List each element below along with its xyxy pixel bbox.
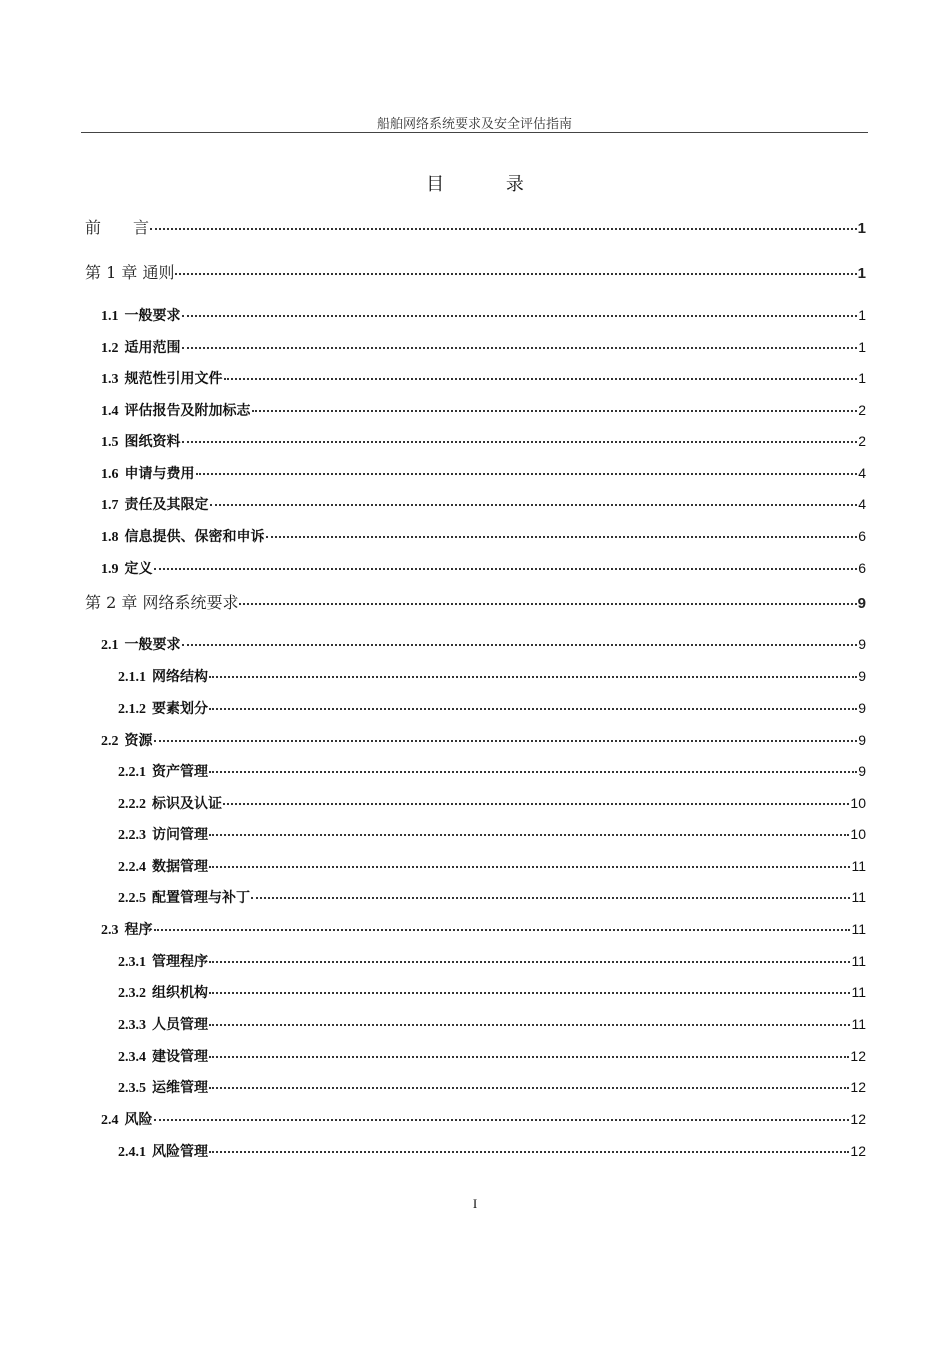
toc-entry-label: [101, 400, 251, 420]
toc-section-number: 2.4: [101, 1113, 119, 1128]
toc-dot-leader: [266, 522, 858, 538]
toc-page-number: 6: [858, 560, 866, 576]
toc-dot-leader: [182, 333, 858, 349]
toc-page-number: 12: [850, 1111, 866, 1127]
toc-dot-leader: [209, 1137, 849, 1153]
toc-section-title: 图纸资料: [124, 434, 181, 450]
toc-section-title: 第 2 章 网络系统要求: [85, 593, 239, 612]
toc-page-number: 4: [858, 465, 866, 481]
toc-section-title: 访问管理: [152, 827, 208, 843]
toc-section-title: 定义: [124, 561, 153, 577]
toc-entry-label: [101, 558, 153, 578]
toc-entry[interactable]: [85, 215, 866, 238]
toc-page-number: 2: [858, 433, 866, 449]
toc-section-title: 责任及其限定: [124, 497, 209, 513]
toc-entry-label: [101, 1109, 153, 1129]
toc-entry-label: [101, 431, 181, 451]
toc-section-title: 前 言: [85, 218, 150, 237]
toc-section-title: 资产管理: [152, 764, 208, 780]
toc-section-number: 1.3: [101, 372, 119, 387]
toc-section-title: 组织机构: [152, 985, 208, 1001]
toc-entry-label: [118, 824, 208, 844]
toc-section-number: 2.3: [101, 923, 119, 938]
toc-title: 目 录: [426, 174, 552, 195]
toc-section-title: 管理程序: [152, 954, 208, 970]
toc-entry[interactable]: [101, 918, 866, 939]
toc-entry[interactable]: [118, 1140, 866, 1161]
toc-dot-leader: [182, 630, 858, 646]
toc-page-number: 1: [858, 339, 866, 355]
toc-entry-label: [118, 761, 208, 781]
toc-section-title: 一般要求: [124, 637, 181, 653]
toc-section-title: 一般要求: [124, 308, 181, 324]
toc-section-number: 2.1.2: [118, 702, 146, 717]
toc-entry-label: [118, 1014, 208, 1034]
toc-page-number: 11: [851, 889, 866, 905]
toc-dot-leader: [224, 364, 858, 380]
toc-dot-leader: [209, 757, 857, 773]
toc-entry[interactable]: [101, 1108, 866, 1129]
header-rule: [81, 132, 868, 133]
toc-entry-label: [85, 260, 174, 283]
toc-page-number: 11: [851, 953, 866, 969]
toc-section-number: 2.2.1: [118, 765, 146, 780]
toc-page-number: 1: [858, 307, 866, 323]
toc-page-number: 1: [857, 220, 866, 237]
toc-entry-label: [118, 666, 208, 686]
toc-entry[interactable]: [101, 304, 866, 325]
toc-entry[interactable]: [118, 792, 866, 813]
toc-page-number: 9: [858, 700, 866, 716]
toc-section-title: 资源: [124, 733, 153, 749]
toc-page-number: 4: [858, 496, 866, 512]
toc-entry[interactable]: [118, 950, 866, 971]
toc-entry-label: [118, 698, 208, 718]
toc-section-title: 人员管理: [152, 1017, 208, 1033]
toc-section-number: 2.3.5: [118, 1081, 146, 1096]
toc-page-number: 9: [857, 595, 866, 612]
toc-entry-label: [101, 494, 209, 514]
toc-section-number: 2.1.1: [118, 670, 146, 685]
toc-section-number: 1.1: [101, 309, 119, 324]
toc-section-number: 2.3.4: [118, 1050, 146, 1065]
toc-dot-leader: [154, 554, 858, 570]
toc-page-number: 1: [857, 265, 866, 282]
toc-section-title: 风险: [124, 1112, 153, 1128]
toc-entry-label: [85, 215, 149, 238]
toc-section-number: 2.2.3: [118, 828, 146, 843]
toc-entry[interactable]: [118, 981, 866, 1002]
toc-entry[interactable]: [101, 557, 866, 578]
toc-entry[interactable]: [118, 823, 866, 844]
toc-entry[interactable]: [101, 729, 866, 750]
toc-entry-label: [101, 730, 153, 750]
page-number: I: [472, 1196, 478, 1211]
toc-dot-leader: [209, 1010, 850, 1026]
toc-page-number: 11: [851, 921, 866, 937]
toc-section-number: 1.2: [101, 341, 119, 356]
toc-entry-label: [118, 793, 222, 813]
toc-dot-leader: [182, 427, 858, 443]
toc-section-title: 程序: [124, 922, 153, 938]
toc-entry[interactable]: [101, 633, 866, 654]
toc-section-title: 建设管理: [152, 1049, 208, 1065]
toc-page-number: 6: [858, 528, 866, 544]
toc-entry-label: [118, 887, 250, 907]
toc-entry[interactable]: [85, 260, 866, 283]
toc-section-title: 评估报告及附加标志: [124, 403, 251, 419]
toc-page-number: 12: [850, 1048, 866, 1064]
toc-section-title: 要素划分: [152, 701, 208, 717]
toc-entry-label: [101, 368, 223, 388]
toc-entry[interactable]: [101, 430, 866, 451]
toc-section-number: 2.1: [101, 638, 119, 653]
toc-dot-leader: [209, 852, 850, 868]
toc-dot-leader: [196, 459, 858, 475]
toc-entry[interactable]: [101, 367, 866, 388]
toc-section-title: 申请与费用: [124, 466, 195, 482]
running-header: 船舶网络系统要求及安全评估指南: [376, 117, 572, 132]
toc-entry[interactable]: [118, 760, 866, 781]
toc-page-number: 11: [851, 858, 866, 874]
toc-entry[interactable]: [85, 590, 866, 613]
toc-section-number: 1.7: [101, 498, 119, 513]
toc-dot-leader: [209, 820, 849, 836]
toc-section-title: 信息提供、保密和申诉: [124, 529, 265, 545]
toc-dot-leader: [209, 1042, 849, 1058]
toc-entry[interactable]: [101, 525, 866, 546]
toc-page-number: 9: [858, 732, 866, 748]
toc-section-title: 数据管理: [152, 859, 208, 875]
toc-page-number: 9: [858, 636, 866, 652]
toc-entry-label: [101, 526, 265, 546]
toc-entry-label: [118, 856, 208, 876]
toc-dot-leader: [182, 301, 858, 317]
toc-page-number: 9: [858, 763, 866, 779]
toc-section-title: 标识及认证: [152, 796, 222, 812]
toc-dot-leader: [209, 662, 857, 678]
toc-entry-label: [118, 1077, 208, 1097]
toc-entry-label: [101, 634, 181, 654]
toc-section-number: 2.2.2: [118, 797, 146, 812]
toc-section-title: 适用范围: [124, 340, 181, 356]
toc-page-number: 2: [858, 402, 866, 418]
toc-section-number: 2.2: [101, 734, 119, 749]
toc-entry[interactable]: [118, 1076, 866, 1097]
toc-entry-label: [118, 1046, 208, 1066]
toc-dot-leader: [223, 789, 849, 805]
toc-section-number: 2.2.5: [118, 891, 146, 906]
toc-page-number: 1: [858, 370, 866, 386]
toc-page-number: 10: [850, 795, 866, 811]
toc-entry-label: [101, 337, 181, 357]
toc-dot-leader: [209, 947, 850, 963]
toc-dot-leader: [154, 1105, 850, 1121]
toc-dot-leader: [252, 396, 858, 412]
toc-section-title: 运维管理: [152, 1080, 208, 1096]
toc-section-number: 1.6: [101, 467, 119, 482]
toc-entry-label: [118, 1141, 208, 1161]
toc-entry-label: [101, 919, 153, 939]
toc-entry[interactable]: [118, 855, 866, 876]
toc-section-title: 风险管理: [152, 1144, 208, 1160]
toc-entry-label: [101, 463, 195, 483]
toc-dot-leader: [154, 726, 858, 742]
toc-entry[interactable]: [118, 1045, 866, 1066]
toc-section-number: 2.3.2: [118, 986, 146, 1001]
toc-entry[interactable]: [101, 493, 866, 514]
toc-section-number: 1.9: [101, 562, 119, 577]
toc-entry[interactable]: [118, 886, 866, 907]
toc-section-title: 第 1 章 通则: [85, 263, 175, 282]
toc-dot-leader: [154, 915, 851, 931]
toc-page-number: 11: [851, 984, 866, 1000]
toc-section-title: 规范性引用文件: [124, 371, 223, 387]
toc-entry[interactable]: [101, 399, 866, 420]
toc-entry-label: [118, 951, 208, 971]
toc-section-title: 网络结构: [152, 669, 208, 685]
toc-dot-leader: [209, 694, 857, 710]
toc-dot-leader: [239, 587, 856, 605]
toc-entry-label: [118, 982, 208, 1002]
toc-page-number: 11: [851, 1016, 866, 1032]
toc-entry-label: [101, 305, 181, 325]
toc-dot-leader: [210, 490, 858, 506]
toc-section-number: 2.2.4: [118, 860, 146, 875]
toc-section-number: 2.3.1: [118, 955, 146, 970]
toc-entry[interactable]: [118, 665, 866, 686]
toc-section-number: 1.5: [101, 435, 119, 450]
toc-page-number: 12: [850, 1079, 866, 1095]
toc-entry-label: [85, 590, 238, 613]
toc-section-number: 1.4: [101, 404, 119, 419]
toc-entry[interactable]: [118, 697, 866, 718]
toc-section-number: 2.3.3: [118, 1018, 146, 1033]
toc-entry[interactable]: [101, 336, 866, 357]
toc-dot-leader: [209, 1073, 849, 1089]
toc-dot-leader: [175, 257, 856, 275]
toc-dot-leader: [251, 883, 850, 899]
toc-entry[interactable]: [101, 462, 866, 483]
toc-page-number: 12: [850, 1143, 866, 1159]
toc-page-number: 10: [850, 826, 866, 842]
toc-dot-leader: [209, 978, 850, 994]
toc-entry[interactable]: [118, 1013, 866, 1034]
toc-section-number: 2.4.1: [118, 1145, 146, 1160]
toc-dot-leader: [150, 212, 857, 230]
toc-section-title: 配置管理与补丁: [152, 890, 250, 906]
toc-page-number: 9: [858, 668, 866, 684]
toc-section-number: 1.8: [101, 530, 119, 545]
